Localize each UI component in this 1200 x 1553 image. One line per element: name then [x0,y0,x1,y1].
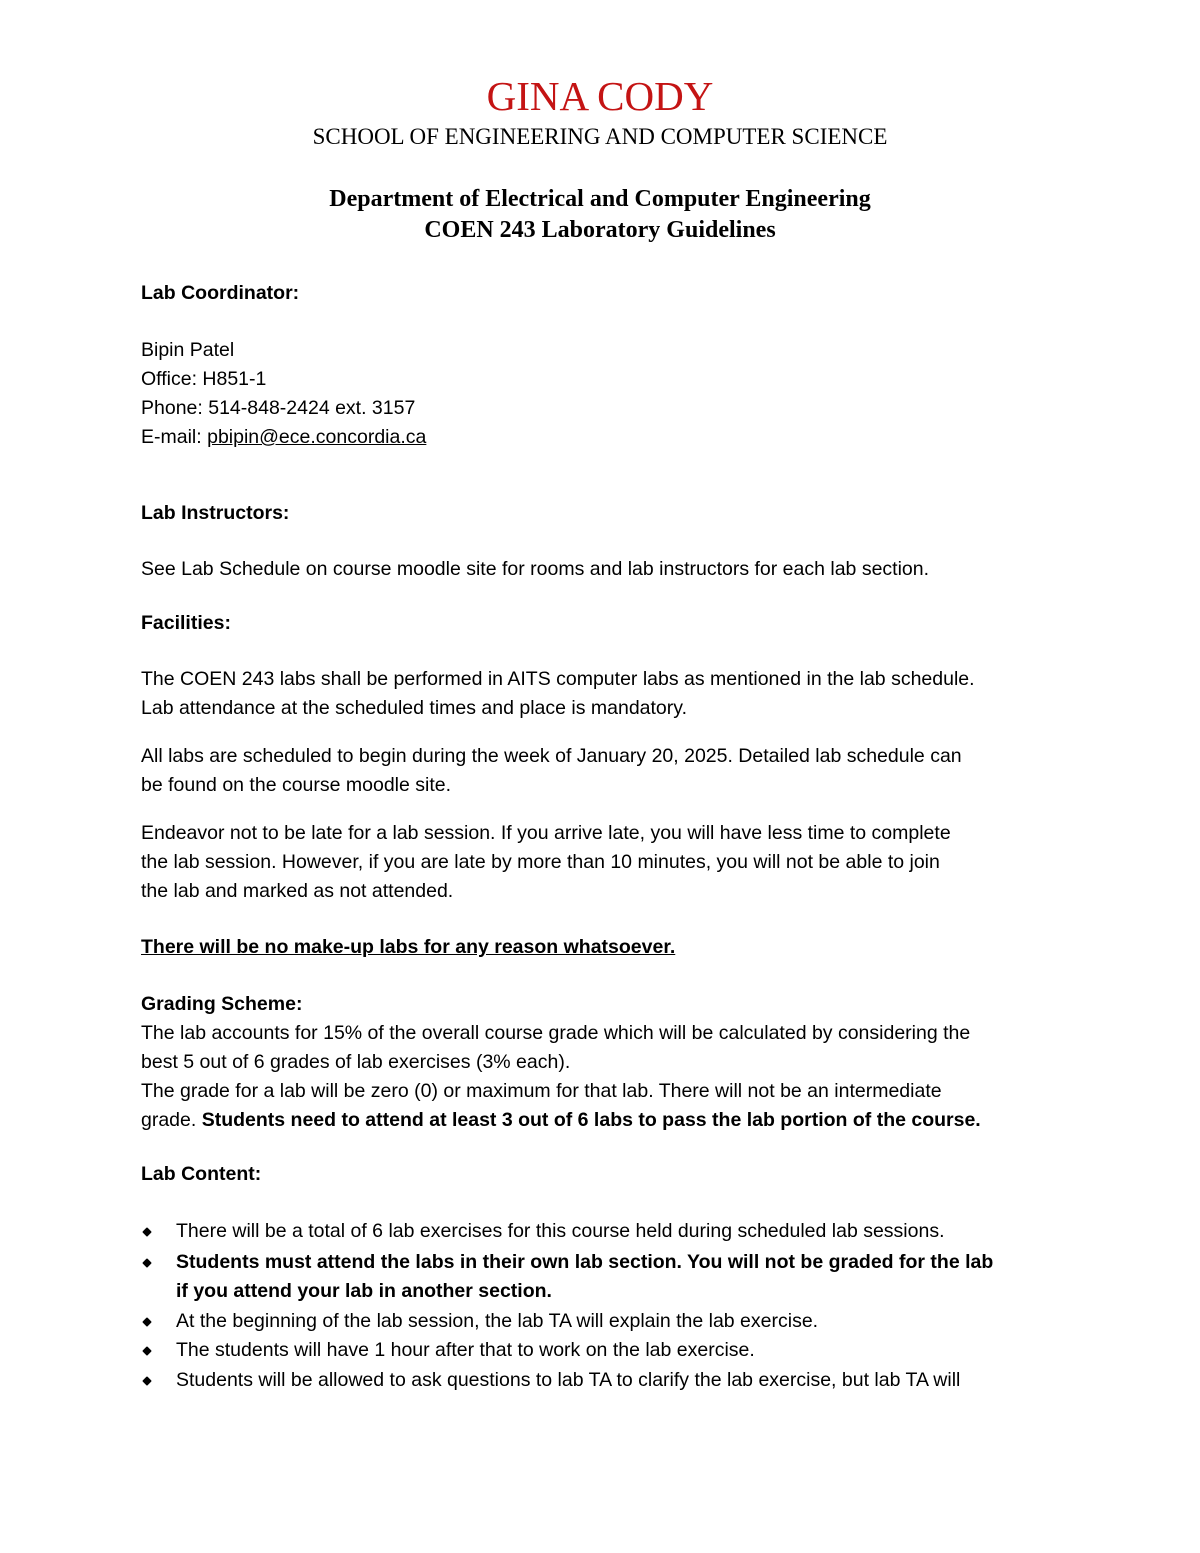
grading-attendance-requirement: Students need to attend at least 3 out of 6 labs to pass the lab portion of the course. [201,1109,981,1131]
school-name: GINA CODY [486,73,714,119]
grading-line3: The grade for a lab will be zero (0) or maximum for that lab. There will not be an intermediate [141,1080,942,1102]
no-makeup-notice: There will be no make-up labs for any reason whatsoever. [141,936,676,958]
coordinator-phone: Phone: 514-848-2424 ext. 3157 [141,397,416,419]
facilities-p1-line1: The COEN 243 labs shall be performed in AITS computer labs as mentioned in the lab schedule. [141,668,975,690]
grading-line1: The lab accounts for 15% of the overall course grade which will be calculated by considering the [141,1022,971,1044]
grading-heading: Grading Scheme: [141,993,303,1015]
facilities-p1-line2: Lab attendance at the scheduled times and place is mandatory. [141,697,687,719]
facilities-heading: Facilities: [141,612,231,634]
grading-line4 [141,1106,1081,1135]
facilities-p2-line1: All labs are scheduled to begin during the week of January 20, 2025. Detailed lab schedule can [141,745,962,767]
coordinator-heading: Lab Coordinator: [141,282,300,304]
facilities-p3-line3: the lab and marked as not attended. [141,880,454,902]
content-heading: Lab Content: [141,1163,262,1185]
email-link[interactable]: pbipin@ece.concordia.ca [207,426,427,448]
grading-line2: best 5 out of 6 grades of lab exercises (3% each). [141,1051,571,1073]
facilities-p3-line2: the lab session. However, if you are late by more than 10 minutes, you will not be able to join [141,851,940,873]
coordinator-office: Office: H851-1 [141,368,267,390]
department-title: Department of Electrical and Computer Engineering [329,186,871,212]
facilities-p3-line1: Endeavor not to be late for a lab session. If you arrive late, you will have less time to complete [141,822,951,844]
school-subtitle: SCHOOL OF ENGINEERING AND COMPUTER SCIENCE [312,124,888,149]
document-title: COEN 243 Laboratory Guidelines [424,217,776,243]
instructors-text: See Lab Schedule on course moodle site for rooms and lab instructors for each lab section. [141,558,930,580]
facilities-p2-line2: be found on the course moodle site. [141,774,452,796]
grading-line4-normal: grade. [141,1109,202,1131]
coordinator-email-line [141,423,1081,452]
instructors-heading: Lab Instructors: [141,502,290,524]
email-label: E-mail: [141,426,208,448]
coordinator-name: Bipin Patel [141,339,235,361]
document-page: GINA CODY SCHOOL OF ENGINEERING AND COMPUTER SCIENCE Department of Electrical and Computer Engineering COEN 243 Laboratory Guidelines Lab Coordinator: Bipin Patel Office: H851-1 Phone: 514-848-2424 ext. 3157 E-mail: pbipin@ece.concordia.ca Lab Instructors: See Lab Schedule on course moodle site for rooms and lab instructors for each lab section. Facilities: The COEN 243 labs shall be performed in AITS computer labs as mentioned in the lab schedule. Lab attendance at the scheduled times and place is mandatory. All labs are scheduled to begin during the week of January 20, 2025. Detailed lab schedule can be found on the course moodle site. Endeavor not to be late for a lab session. If you arrive late, you will have less time to complete the lab session. However, if you are late by more than 10 minutes, you will not be able to join the lab and marked as not attended. There will be no make-up labs for any reason whatsoever. Grading Scheme: The lab accounts for 15% of the overall course grade which will be calculated by considering the best 5 out of 6 grades of lab exercises (3% each). The grade for a lab will be zero (0) or maximum for that lab. There will not be an intermediate grade. Students need to attend at least 3 out of 6 labs to pass the lab portion of the course. Lab Content: There will be a total of 6 lab exercises for this course held during scheduled lab sessions. Students must attend the labs in their own lab section. You will not be graded for the lab if you attend your lab in another section. At the beginning of the lab session, the lab TA will explain the lab exercise. The students will have 1 hour after that to work on the lab exercise. Students will be allowed to ask questions to lab TA to clarify the lab exercise, but lab TA will [0,0,1200,1553]
